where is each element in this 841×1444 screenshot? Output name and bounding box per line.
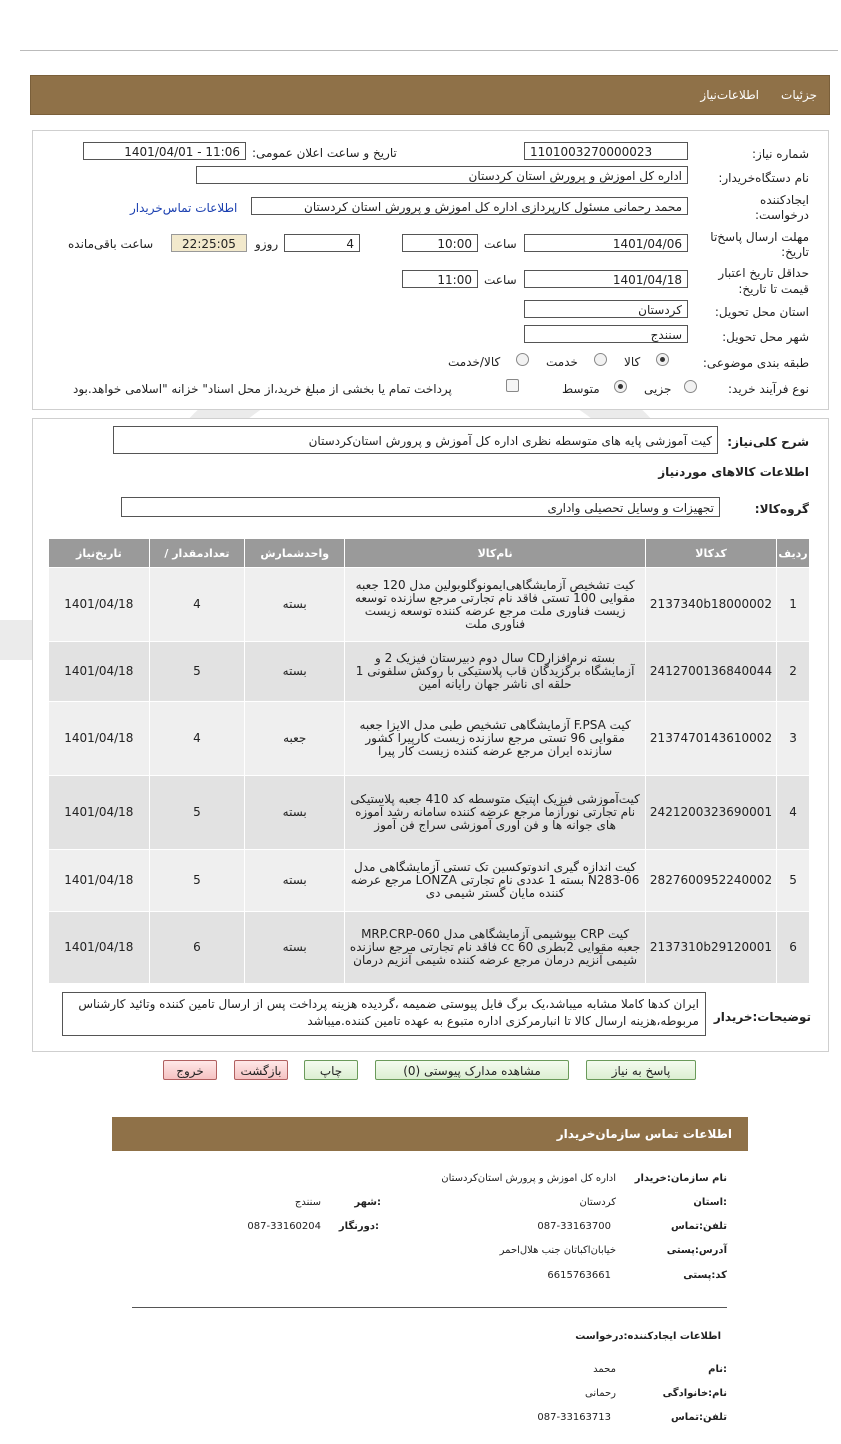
buyer-notes-field: ایران کدها کاملا مشابه میباشد،یک برگ فایل پیوستی ضمیمه ،گردیده هزینه پرداخت پس از ارسال تامین کننده وتائید کارشناس مربوطه،هزینه ارسال کالا تا انبارمرکزی اداره متبوع به عهده تامین کننده.میباشد [62,992,706,1036]
send-deadline-label-2: تاریخ: [781,245,809,259]
item-date: 1401/04/18 [49,850,150,912]
postal-value: 6615763661 [547,1270,611,1281]
item-code: 2137470143610002 [645,702,776,776]
creator-family-value: رحمانی [585,1388,616,1399]
category-label: طبقه بندی موضوعی: [702,356,809,370]
org-value: اداره کل اموزش و پرورش استان‌کردستان [441,1173,616,1184]
need-no-field: 1101003270000023 [524,142,688,160]
validity-label-1: حداقل تاریخ اعتبار [718,266,809,280]
remaining-label: ساعت باقی‌مانده [68,237,154,251]
org-label: نام سازمان:خریدار [634,1173,727,1184]
table-header-row [49,539,810,568]
validity-date-field: 1401/04/18 [524,270,688,288]
table-row [49,912,810,984]
announce-field: 1401/04/01 - 11:06 [83,142,246,160]
item-qty: 4 [149,568,244,642]
exit-button[interactable]: خروج [163,1060,217,1080]
table-row [49,642,810,702]
send-time-field: 10:00 [402,234,478,252]
validity-time-field: 11:00 [402,270,478,288]
validity-label-2: قیمت تا تاریخ: [738,282,809,296]
creator-name-label: :نام [708,1364,727,1375]
row-no: 1 [777,568,810,642]
announce-label: تاریخ و ساعت اعلان عمومی: [252,146,397,160]
col-qty: تعدادمقدار / [149,539,244,568]
creator-label-1: ایجادکننده [760,193,809,207]
item-qty: 5 [149,642,244,702]
category-goods-service-label: کالا/خدمت [448,355,501,369]
contact-divider [132,1307,727,1308]
item-qty: 4 [149,702,244,776]
send-deadline-label-1: مهلت ارسال پاسخ‌تا [710,230,809,244]
back-button[interactable]: بازگشت [234,1060,288,1080]
row-no: 3 [777,702,810,776]
item-unit: بسته [245,850,345,912]
fax-value: 087-33160204 [247,1221,321,1232]
contact-province-value: کردستان [579,1197,616,1208]
creator-info-title: اطلاعات ایجاد‌کننده:درخواست [575,1331,721,1342]
postal-label: کد:پستی [683,1270,727,1281]
item-date: 1401/04/18 [49,776,150,850]
category-goods-label: کالا [624,355,641,369]
row-no: 4 [777,776,810,850]
item-name: کیت F.PSA آزمایشگاهی تشخیص طبی مدل الایزا جعبه مقوایی 96 تستی مرجع سازنده زیست کارپیرا کشور سازنده ایران مرجع عرضه کننده زیست کار پیرا [345,702,646,776]
item-date: 1401/04/18 [49,702,150,776]
goods-group-label: گروه‌کالا: [754,502,809,516]
table-row [49,776,810,850]
category-service-label: خدمت [546,355,578,369]
buyer-field: اداره کل اموزش و پرورش استان کردستان [196,166,688,184]
validity-time-label: ساعت [484,273,517,287]
item-code: 2421200323690001 [645,776,776,850]
send-date-field: 1401/04/06 [524,234,688,252]
contact-title: اطلاعات تماس سازمان‌خریدار [556,1127,732,1141]
process-partial-radio[interactable] [684,380,697,393]
creator-family-label: نام:خانوادگی [662,1388,727,1399]
item-qty: 5 [149,850,244,912]
address-label: آدرس:پستی [666,1245,727,1256]
item-name: کیت اندازه گیری اندوتوکسین تک تستی آزمایشگاهی مدل N283-06 بسته 1 عددی نام تجارتی LONZA مرجع عرضه کننده مایان گستر شیمی دی [345,850,646,912]
send-time-label: ساعت [484,237,517,251]
process-partial-label: جزیی [644,382,672,396]
item-unit: بسته [245,776,345,850]
item-unit: بسته [245,912,345,984]
treasury-payment-note: پرداخت تمام یا بخشی از مبلغ خرید،از محل اسناد" خزانه "اسلامی خواهد.بود [73,382,452,396]
reply-button[interactable]: پاسخ به نیاز [586,1060,696,1080]
remaining-timer: 22:25:05 [171,234,247,252]
province-field: کردستان [524,300,688,318]
fax-label: :دورنگار [338,1221,379,1232]
buyer-contact-link[interactable]: اطلاعات تماس‌خریدار [130,201,238,215]
buyer-notes-label: توضیحات:خریدار [713,1010,811,1024]
table-row [49,568,810,642]
contact-city-label: :شهر [354,1197,381,1208]
days-field: 4 [284,234,360,252]
table-row [49,850,810,912]
item-name: کیت تشخیص آزمایشگاهی‌ایمونوگلوبولین مدل 120 جعبه مقوایی 100 تستی فاقد نام تجارتی مرجع سازنده توسعه زیست فناوری ملت مرجع عرضه کننده توسعه زیست فناوری ملت [345,568,646,642]
days-label: روزو [255,237,279,251]
process-medium-radio[interactable] [614,380,627,393]
contact-province-label: :استان [693,1197,727,1208]
item-name: بسته نرم‌افزارCD سال دوم دبیرستان فیزیک 2 و آزمایشگاه برگزیدگان قاب پلاستیکی با روکش سلفونی 1 حلقه ای ناشر جهان رایانه امین [345,642,646,702]
tab-need-info[interactable]: اطلاعات‌نیاز [700,88,759,102]
creator-name-value: محمد [593,1364,616,1375]
col-name: نام‌کالا [345,539,646,568]
row-no: 5 [777,850,810,912]
item-date: 1401/04/18 [49,642,150,702]
creator-field: محمد رحمانی مسئول کارپردازی اداره کل اموزش و پرورش استان کردستان [251,197,688,215]
header-bar [30,75,830,115]
process-label: نوع فرآیند خرید: [728,382,809,396]
item-qty: 5 [149,776,244,850]
creator-label-2: درخواست: [755,208,809,222]
summary-label: شرح کلی‌نیاز: [727,435,809,449]
goods-table [48,538,810,984]
print-button[interactable]: چاپ [304,1060,358,1080]
phone-value: 087-33163700 [537,1221,611,1232]
item-date: 1401/04/18 [49,912,150,984]
need-no-label: شماره نیاز: [752,147,809,161]
tab-details[interactable]: جزئیات [781,88,817,102]
city-field: سنندج [524,325,688,343]
buyer-label: نام دستگاه‌خریدار: [718,171,809,185]
table-row [49,702,810,776]
item-code: 2137310b29120001 [645,912,776,984]
phone-label: تلفن:تماس [670,1221,727,1232]
item-qty: 6 [149,912,244,984]
item-name: کیت‌آموزشی فیزیک اپتیک متوسطه کد 410 جعبه پلاستیکی نام تجارتی نورآزما مرجع عرضه کننده سامانه رشد آموزه های جوانه ها و فن آوری آموزشی سراج فن آموز [345,776,646,850]
city-label: شهر محل تحویل: [722,330,809,344]
item-unit: جعبه [245,702,345,776]
province-label: استان محل تحویل: [714,305,809,319]
item-code: 2827600952240002 [645,850,776,912]
row-no: 6 [777,912,810,984]
creator-phone-label: تلفن:تماس [670,1412,727,1423]
item-code: 2412700136840044 [645,642,776,702]
contact-city-value: سنندج [294,1197,321,1208]
item-unit: بسته [245,568,345,642]
item-name: کیت CRP بیوشیمی آزمایشگاهی مدل MRP.CRP-060 جعبه مقوایی 2بطری 60 cc فاقد نام تجارتی مرجع سازنده شیمی آنزیم درمان مرجع عرضه کننده شیمی آنزیم درمان [345,912,646,984]
item-unit: بسته [245,642,345,702]
category-goods-service-radio[interactable] [516,353,529,366]
col-date: تاریخ‌نیاز [49,539,150,568]
row-no: 2 [777,642,810,702]
summary-field: کیت آموزشی پایه های متوسطه نظری اداره کل آموزش و پرورش استان‌کردستان [113,426,718,454]
contact-header [112,1117,748,1151]
attachments-button[interactable]: مشاهده مدارک پیوستی (0) [375,1060,569,1080]
goods-group-field: تجهیزات و وسایل تحصیلی واداری [121,497,720,517]
treasury-payment-checkbox[interactable] [506,379,519,392]
item-date: 1401/04/18 [49,568,150,642]
item-code: 2137340b18000002 [645,568,776,642]
process-medium-label: متوسط [562,382,600,396]
top-divider [20,50,838,51]
category-service-radio[interactable] [594,353,607,366]
goods-info-title: اطلاعات کالاهای موردنیاز [658,465,809,479]
category-goods-radio[interactable] [656,353,669,366]
col-unit: واحدشمارش [245,539,345,568]
col-row-no: ردیف [777,539,810,568]
col-code: کدکالا [645,539,776,568]
creator-phone-value: 087-33163713 [537,1412,611,1423]
address-value: خیابان‌اکباتان جنب هلال‌احمر [499,1245,616,1256]
